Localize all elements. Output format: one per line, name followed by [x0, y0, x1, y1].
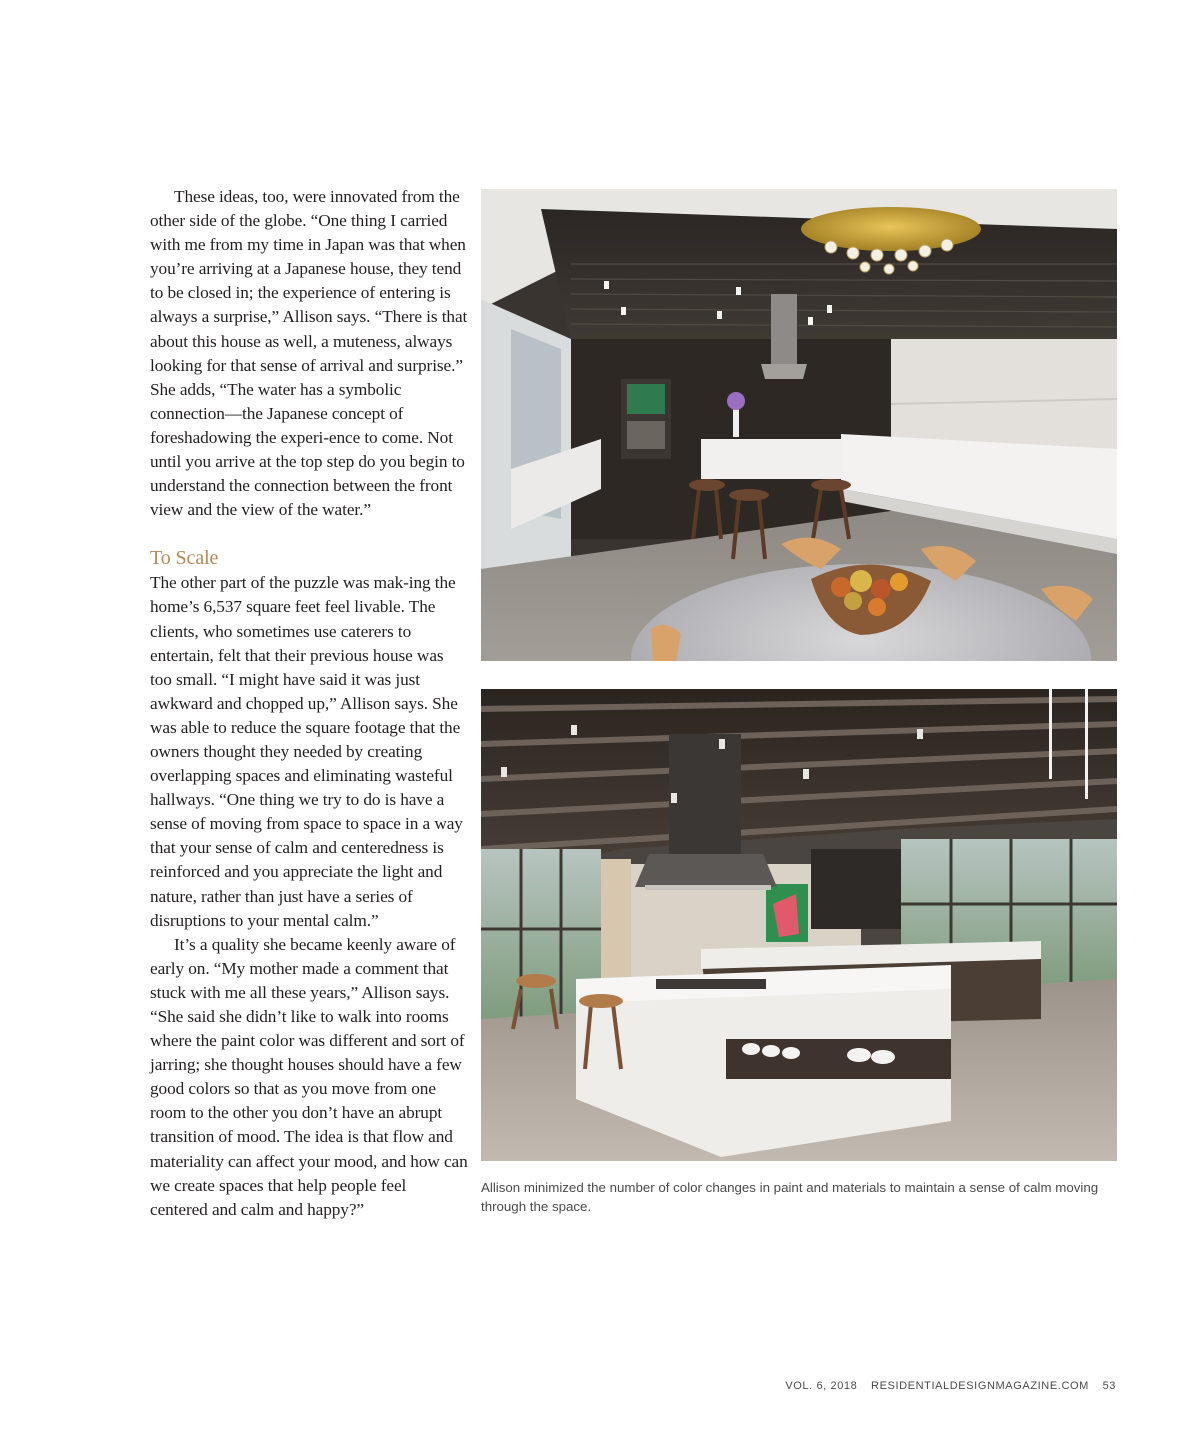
kitchen-photo-top [481, 189, 1117, 661]
article-paragraph: The other part of the puzzle was mak-ing the home’s 6,537 square feet feel livable. The clients, who sometimes use caterers to entertain, felt that their previous house was too small. “I might have said it was just awkward and chopped up,” Allison says. She was able to reduce the square footage that the owners thought they needed by creating overlapping spaces and eliminating wasteful hallways. “One thing we try to do is have a sense of moving from space to space in a way that your sense of calm and centeredness is reinforced and you appreciate the light and nature, rather than just have a series of disruptions to your mental calm.” [150, 573, 463, 930]
article-paragraph: It’s a quality she became keenly aware of early on. “My mother made a comment that stuck with me all these years,” Allison says. “She said she didn’t like to walk into rooms where the paint color was different and sort of jarring; she thought houses should have a few good colors so that as you move from one room to the other you don’t have an abrupt transition of mood. The idea is that flow and materiality can affect your mood, and how can we create spaces that help people feel centered and calm and happy?” [150, 934, 468, 1219]
footer-site: RESIDENTIALDESIGNMAGAZINE.COM [871, 1380, 1089, 1392]
photo-caption: Allison minimized the number of color changes in paint and materials to maintain a sense of calm moving through the space. [481, 1180, 1099, 1214]
page-footer [785, 1380, 1116, 1392]
kitchen-photo-bottom [481, 689, 1117, 1161]
article-text-column [150, 185, 468, 1222]
footer-page-number: 53 [1102, 1380, 1116, 1392]
section-heading: To Scale [150, 547, 219, 570]
article-paragraph: These ideas, too, were innovated from the other side of the globe. “One thing I carried with me from my time in Japan was that when you’re arriving at a Japanese house, they tend to be closed in; the experience of entering is always a surprise,” Allison says. “There is that about this house as well, a muteness, always looking for that sense of arrival and surprise.” She adds, “The water has a symbolic connection—the Japanese concept of foreshadowing the experi-ence to come. Not until you arrive at the top step do you begin to understand the connection between the front view and the view of the water.” [150, 187, 468, 520]
footer-volume: VOL. 6, 2018 [785, 1380, 858, 1392]
